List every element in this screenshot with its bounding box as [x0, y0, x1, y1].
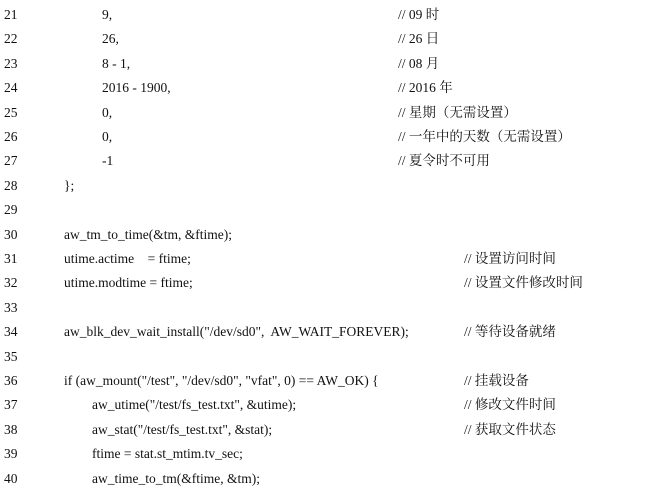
code-line — [0, 418, 657, 442]
line-number: 28 — [4, 177, 18, 193]
code-line — [0, 76, 657, 100]
line-number: 36 — [4, 373, 18, 388]
code-line — [0, 174, 657, 198]
code-comment: // 挂载设备 — [464, 373, 529, 388]
code-line — [0, 149, 657, 173]
line-number: 26 — [4, 129, 18, 144]
code-line — [0, 223, 657, 247]
code-comment: // 26 日 — [398, 31, 440, 47]
code-line — [0, 467, 657, 491]
code-text: 8 - 1, — [102, 55, 131, 71]
code-line — [0, 52, 657, 76]
code-comment: // 09 时 — [398, 7, 440, 22]
code-line — [0, 442, 657, 466]
code-line — [0, 125, 657, 149]
code-text: aw_utime("/test/fs_test.txt", &utime); — [92, 397, 297, 413]
code-text: utime.modtime = ftime; — [64, 275, 193, 291]
code-comment: // 等待设备就绪 — [464, 324, 556, 340]
code-line — [0, 3, 657, 27]
line-number: 31 — [4, 251, 18, 266]
code-text: aw_blk_dev_wait_install("/dev/sd0", AW_WAIT_FOREVER); — [64, 324, 409, 340]
code-comment: // 设置文件修改时间 — [464, 275, 583, 291]
code-line — [0, 320, 657, 344]
line-number: 32 — [4, 275, 18, 291]
code-comment: // 一年中的天数（无需设置） — [398, 129, 571, 144]
line-number: 34 — [4, 324, 18, 340]
code-line — [0, 369, 657, 393]
code-line — [0, 296, 657, 320]
code-comment: // 星期（无需设置） — [398, 104, 517, 120]
code-line — [0, 198, 657, 222]
line-number: 33 — [4, 299, 18, 315]
code-text: utime.actime = ftime; — [64, 251, 191, 266]
code-comment: // 设置访问时间 — [464, 251, 556, 266]
code-comment: // 修改文件时间 — [464, 397, 556, 413]
code-text: 9, — [102, 7, 113, 22]
code-comment: // 获取文件状态 — [464, 421, 556, 437]
line-number: 35 — [4, 348, 18, 364]
code-line — [0, 345, 657, 369]
code-line — [0, 27, 657, 51]
code-comment: // 08 月 — [398, 55, 440, 71]
code-line — [0, 393, 657, 417]
code-text: aw_time_to_tm(&ftime, &tm); — [92, 470, 260, 486]
code-text: 26, — [102, 31, 119, 47]
line-number: 29 — [4, 202, 18, 218]
line-number: 22 — [4, 31, 18, 47]
code-text: ftime = stat.st_mtim.tv_sec; — [92, 446, 243, 462]
line-number: 21 — [4, 7, 18, 22]
code-comment: // 夏令时不可用 — [398, 153, 490, 169]
code-text: if (aw_mount("/test", "/dev/sd0", "vfat", 0) == AW_OK) { — [64, 373, 379, 388]
code-text: }; — [64, 177, 75, 193]
code-line — [0, 247, 657, 271]
code-text: -1 — [102, 153, 114, 169]
line-number: 23 — [4, 55, 18, 71]
line-number: 24 — [4, 80, 18, 96]
code-line — [0, 101, 657, 125]
code-line — [0, 271, 657, 295]
code-text: aw_stat("/test/fs_test.txt", &stat); — [92, 421, 273, 437]
line-number: 38 — [4, 421, 18, 437]
code-text: 0, — [102, 129, 113, 144]
line-number: 25 — [4, 104, 18, 120]
line-number: 39 — [4, 446, 18, 462]
code-text: aw_tm_to_time(&tm, &ftime); — [64, 226, 232, 242]
line-number: 27 — [4, 153, 18, 169]
line-number: 40 — [4, 470, 18, 486]
code-text: 2016 - 1900, — [102, 80, 171, 96]
code-text: 0, — [102, 104, 113, 120]
line-number: 37 — [4, 397, 18, 413]
line-number: 30 — [4, 226, 18, 242]
code-comment: // 2016 年 — [398, 80, 453, 96]
